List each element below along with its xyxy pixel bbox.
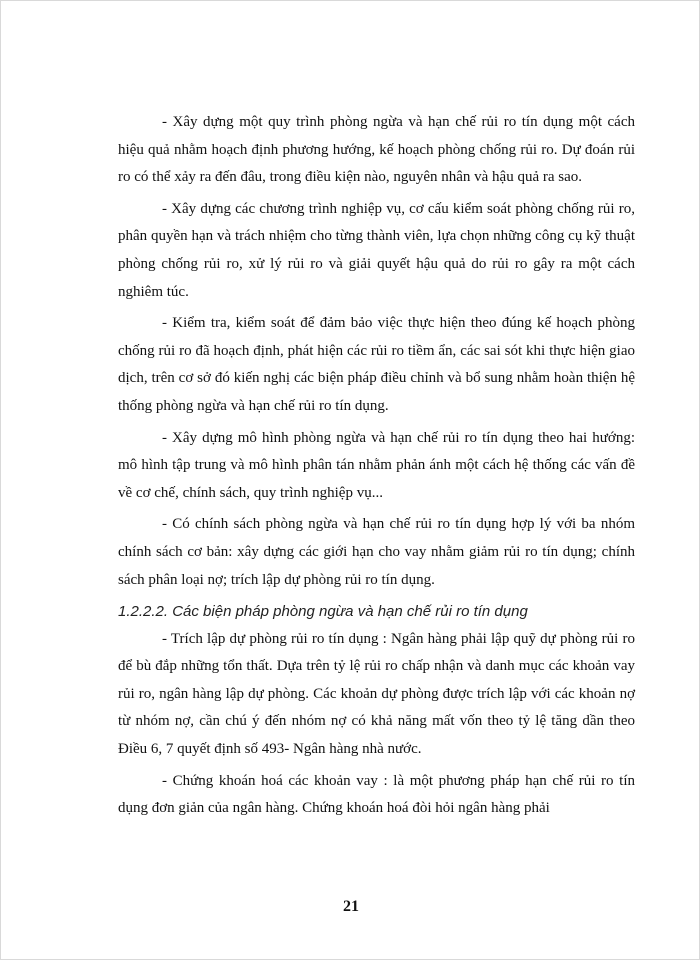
paragraph-inspection: - Kiểm tra, kiểm soát để đảm bảo việc thực hiện theo đúng kế hoạch phòng chống rủi ro đã hoạch định, phát hiện các rủi ro tiềm ẩn, các sai sót khi thực hiện giao dịch, trên cơ sở đó kiến nghị các biện pháp điều chỉnh và bổ sung nhằm hoàn thiện hệ thống phòng ngừa và hạn chế rủi ro tín dụng. bbox=[118, 315, 635, 414]
paragraph-securitization: - Chứng khoán hoá các khoản vay : là một phương pháp hạn chế rủi ro tín dụng đơn giản của ngân hàng. Chứng khoán hoá đòi hỏi ngân hàng phải bbox=[118, 772, 635, 817]
section-heading: 1.2.2.2. Các biện pháp phòng ngừa và hạn chế rủi ro tín dụng bbox=[118, 603, 528, 621]
paragraph-provisioning: - Trích lập dự phòng rủi ro tín dụng : Ngân hàng phải lập quỹ dự phòng rủi ro để bù đắp những tổn thất. Dựa trên tỷ lệ rủi ro chấp nhận và danh mục các khoản vay rủi ro, ngân hàng lập dự phòng. Các khoản dự phòng được trích lập với các khoản nợ từ nhóm nợ, cần chú ý đến nhóm nợ có khả năng mất vốn theo tỷ lệ tăng dần theo Điều 6, 7 quyết định số 493- Ngân hàng nhà nước. bbox=[118, 630, 635, 758]
paragraph-policy: - Có chính sách phòng ngừa và hạn chế rủi ro tín dụng hợp lý với ba nhóm chính sách cơ bản: xây dựng các giới hạn cho vay nhằm giảm rủi ro tín dụng; chính sách phân loại nợ; trích lập dự phòng rủi ro tín dụng. bbox=[118, 516, 635, 588]
paragraph-control-structure: - Xây dựng các chương trình nghiệp vụ, cơ cấu kiểm soát phòng chống rủi ro, phân quyền hạn và trách nhiệm cho từng thành viên, lựa chọn những công cụ kỹ thuật phòng chống rủi ro, xử lý rủi ro và giải quyết hậu quả do rủi ro gây ra một cách nghiêm túc. bbox=[118, 200, 635, 300]
paragraph-risk-process: - Xây dựng một quy trình phòng ngừa và hạn chế rủi ro tín dụng một cách hiệu quả nhằm hoạch định phương hướng, kế hoạch phòng chống rủi ro. Dự đoán rủi ro có thể xảy ra đến đâu, trong điều kiện nào, nguyên nhân và hậu quả ra sao. bbox=[118, 114, 635, 186]
paragraph-model: - Xây dựng mô hình phòng ngừa và hạn chế rủi ro tín dụng theo hai hướng: mô hình tập trung và mô hình phân tán nhằm phản ánh một cách hệ thống các vấn đề về cơ chế, chính sách, quy trình nghiệp vụ... bbox=[118, 429, 635, 501]
page-body bbox=[118, 109, 635, 827]
page-number: 21 bbox=[343, 898, 359, 915]
